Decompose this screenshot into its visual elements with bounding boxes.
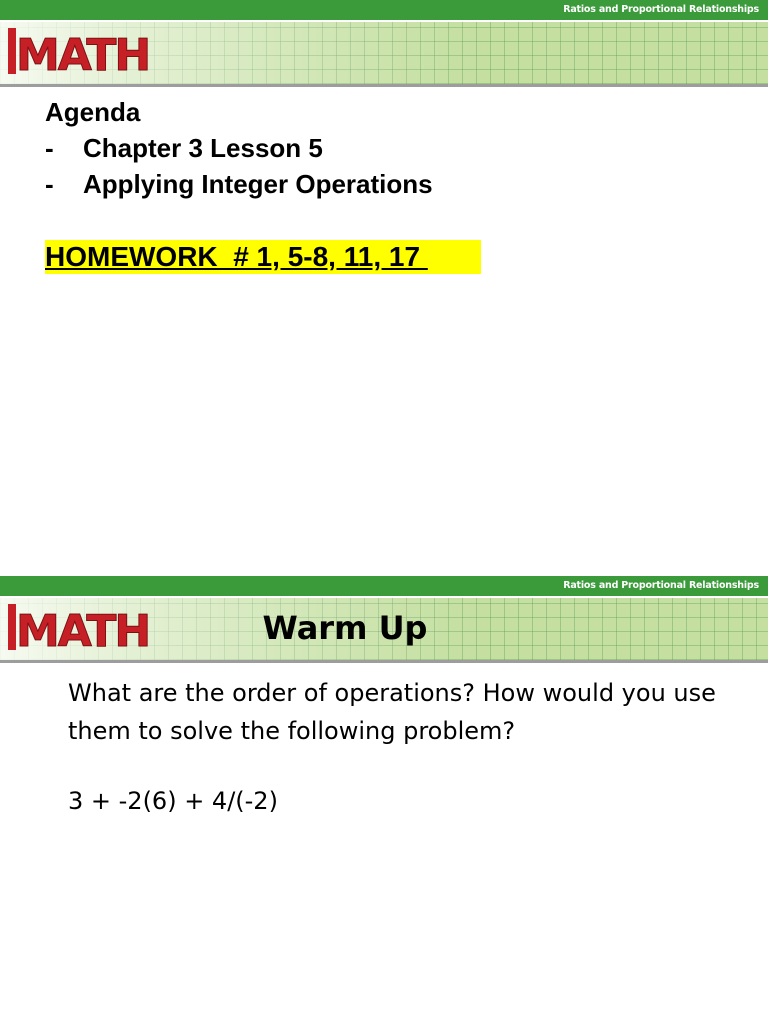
agenda-item-text: Chapter 3 Lesson 5 — [83, 133, 323, 163]
logo-text: MATH — [16, 30, 150, 80]
header-bar — [0, 576, 768, 596]
slide-title: Warm Up — [262, 609, 428, 647]
warm-up-question: What are the order of operations? How would you use them to solve the following problem? — [68, 679, 716, 745]
bullet-dash: - — [45, 169, 54, 199]
slide-warm-up — [0, 576, 768, 1024]
banner-divider — [0, 660, 768, 663]
agenda-heading: Agenda — [45, 97, 141, 127]
subject-label: Ratios and Proportional Relationships — [563, 580, 759, 591]
banner-divider — [0, 84, 768, 87]
homework-assignment: HOMEWORK # 1, 5-8, 11, 17 — [45, 240, 481, 274]
slide-agenda — [0, 0, 768, 448]
math-problem: 3 + -2(6) + 4/(-2) — [68, 787, 278, 815]
bullet-dash: - — [45, 133, 54, 163]
agenda-item-text: Applying Integer Operations — [83, 169, 433, 199]
header-bar — [0, 0, 768, 20]
math-logo — [4, 24, 164, 80]
logo-text: MATH — [16, 606, 150, 656]
subject-label: Ratios and Proportional Relationships — [563, 4, 759, 15]
